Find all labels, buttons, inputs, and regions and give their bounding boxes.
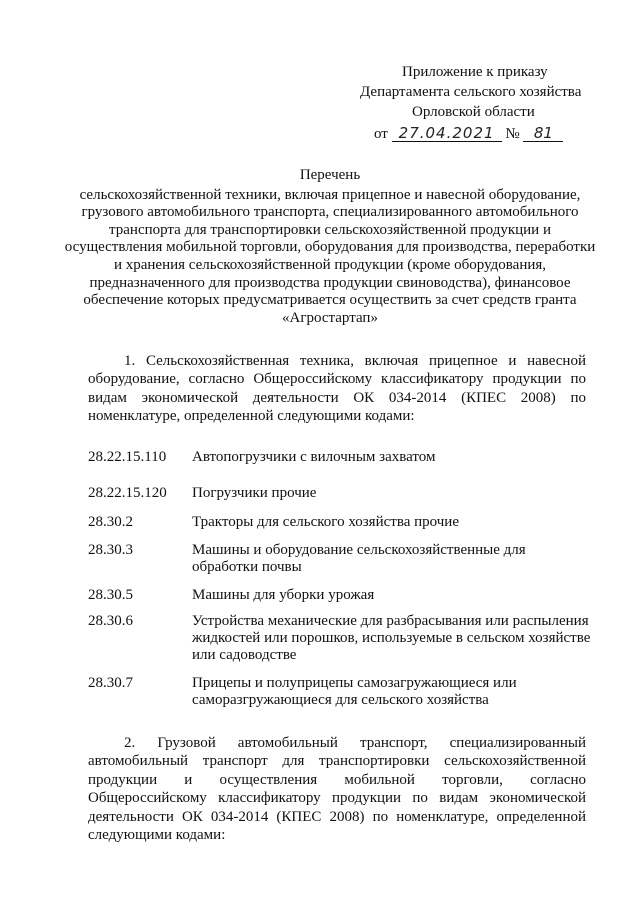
approval-block bbox=[360, 62, 620, 144]
code-row bbox=[88, 675, 588, 715]
code-name: Тракторы для сельского хозяйства прочие bbox=[192, 514, 459, 530]
approval-line-2: Департамента сельского хозяйства bbox=[360, 84, 582, 100]
number-label: № bbox=[505, 126, 520, 142]
from-label: от bbox=[374, 126, 388, 142]
code-value: 28.30.6 bbox=[88, 613, 133, 629]
document-title bbox=[60, 167, 600, 327]
code-value: 28.30.7 bbox=[88, 675, 133, 691]
title-body: сельскохозяйственной техники, включая прицепное и навесной оборудование, грузового автомобильного транспорта, специализированного автомобильного транспорта для транспортировки сельскохозяйственной продукции и осуществления мобильной торговли, оборудования для производства, переработки и хранения сельскохозяйственной продукции (кроме оборудования, предназначенного для производства продукции свиноводства), финансовое обеспечение которых предусматривается осуществить за счет средств гранта «Агростартап» bbox=[64, 186, 596, 326]
code-row bbox=[88, 613, 591, 675]
code-value: 28.30.2 bbox=[88, 514, 133, 530]
code-value: 28.30.3 bbox=[88, 542, 133, 558]
handwritten-date: 27.04.2021 bbox=[392, 125, 502, 142]
code-name: Машины и оборудование сельскохозяйственные для обработки почвы bbox=[192, 542, 526, 575]
code-name: Устройства механические для разбрасывания или распыления жидкостей или порошков, используемые в сельском хозяйстве или садоводстве bbox=[192, 613, 591, 663]
code-row bbox=[88, 587, 588, 613]
section-1-paragraph: 1. Сельскохозяйственная техника, включая прицепное и навесной оборудование, согласно Общероссийскому классификатору продукции по видам экономической деятельности ОК 034-2014 (КПЕС 2008) по номенклатуре, определенной следующими кодами: bbox=[88, 353, 586, 425]
codes-list bbox=[88, 449, 591, 715]
code-row bbox=[88, 514, 588, 542]
code-name: Машины для уборки урожая bbox=[192, 587, 375, 603]
code-value: 28.22.15.120 bbox=[88, 485, 167, 501]
code-value: 28.30.5 bbox=[88, 587, 133, 603]
section-2-paragraph: 2. Грузовой автомобильный транспорт, специализированный автомобильный транспорт для транспортировки сельскохозяйственной продукции и осуществления мобильной торговли, согласно Общероссийскому классификатору продукции по видам экономической деятельности ОК 034-2014 (КПЕС 2008) по номенклатуре, определенной следующими кодами: bbox=[88, 735, 586, 844]
code-value: 28.22.15.110 bbox=[88, 449, 167, 465]
code-row bbox=[88, 449, 588, 485]
code-row bbox=[88, 485, 588, 514]
title-heading: Перечень bbox=[299, 167, 361, 183]
code-name: Прицепы и полуприцепы самозагружающиеся или саморазгружающиеся для сельского хозяйства bbox=[192, 675, 517, 708]
approval-line-3: Орловской области bbox=[412, 104, 535, 120]
code-name: Погрузчики прочие bbox=[192, 485, 317, 501]
approval-date-number-line bbox=[374, 124, 620, 144]
handwritten-number: 81 bbox=[523, 125, 563, 142]
approval-line-1: Приложение к приказу bbox=[402, 64, 548, 80]
code-row bbox=[88, 542, 588, 587]
code-name: Автопогрузчики с вилочным захватом bbox=[192, 449, 436, 465]
